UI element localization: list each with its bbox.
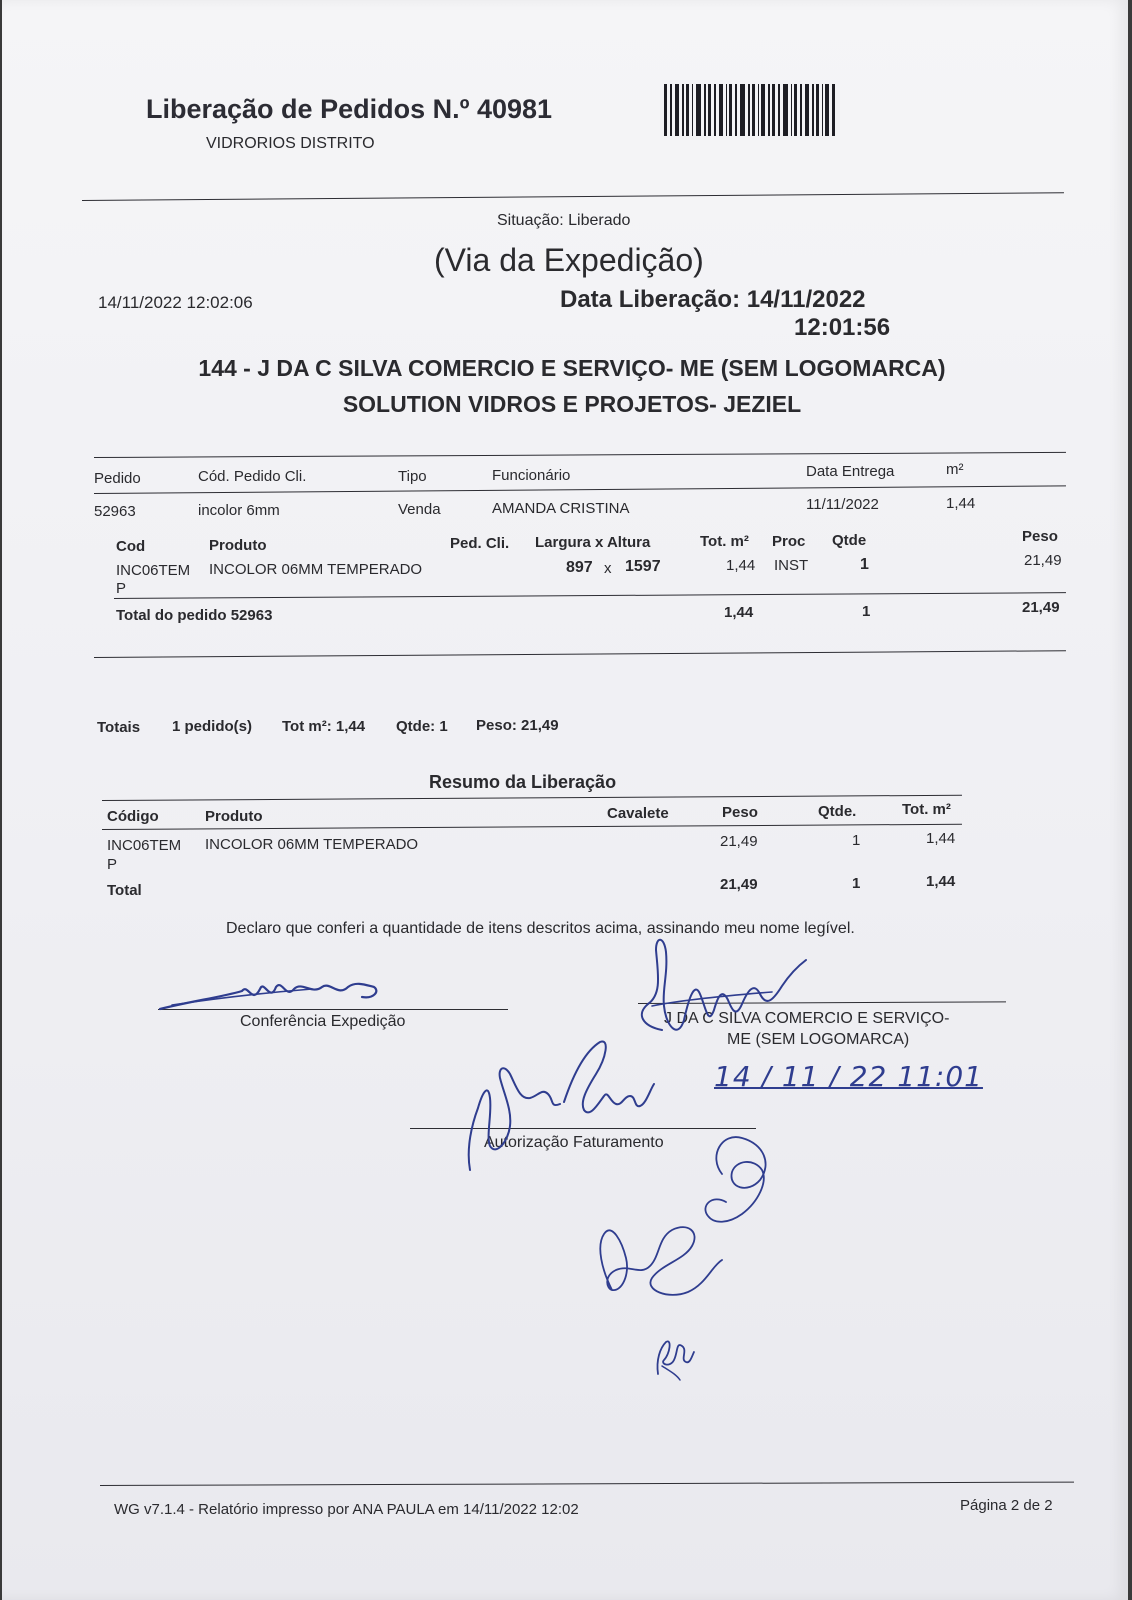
item-peso: 21,49 xyxy=(1024,552,1062,569)
barcode-icon xyxy=(664,84,838,136)
order-pedido: 52963 xyxy=(94,503,136,520)
order-total-m2: 1,44 xyxy=(724,604,754,621)
client-project: SOLUTION VIDROS E PROJETOS- JEZIEL xyxy=(342,391,802,417)
client-name: 144 - J DA C SILVA COMERCIO E SERVIÇO- ME (SEM LOGOMARCA) xyxy=(198,355,946,381)
order-total-qtde: 1 xyxy=(862,603,871,620)
summary-col-produto: Produto xyxy=(205,808,263,825)
summary-tot-m2: 1,44 xyxy=(926,830,956,847)
totals-peso: Peso: 21,49 xyxy=(476,717,559,734)
item-total-divider xyxy=(114,592,1066,599)
item-col-tot-m2: Tot. m² xyxy=(700,533,749,550)
document-page xyxy=(2,0,1128,1600)
order-m2: 1,44 xyxy=(946,495,976,512)
copy-type: (Via da Expedição) xyxy=(434,242,704,278)
summary-qtde: 1 xyxy=(852,832,861,849)
client-signature xyxy=(622,930,822,1055)
release-date: Data Liberação: 14/11/2022 xyxy=(560,286,866,313)
conferencia-label: Conferência Expedição xyxy=(240,1013,406,1030)
printed-timestamp: 14/11/2022 12:02:06 xyxy=(98,293,253,312)
order-cod-pedido-cli: incolor 6mm xyxy=(198,502,280,519)
item-col-peso: Peso xyxy=(1022,528,1058,545)
situation-status: Situação: Liberado xyxy=(497,212,631,229)
footer-printed-by: WG v7.1.4 - Relatório impresso por ANA PAULA em 14/11/2022 12:02 xyxy=(114,1501,579,1518)
item-col-proc: Proc xyxy=(772,533,806,550)
summary-codigo: INC06TEM xyxy=(107,837,182,854)
order-total-peso: 21,49 xyxy=(1022,599,1060,616)
item-cod: INC06TEM xyxy=(116,562,191,579)
order-table-bottom-line xyxy=(94,650,1066,658)
item-dimension-separator: x xyxy=(604,560,612,577)
item-qtde: 1 xyxy=(860,556,869,573)
order-header-divider xyxy=(94,485,1066,494)
handwritten-date: 14 / 11 / 22 11:01 xyxy=(714,1060,983,1093)
col-pedido: Pedido xyxy=(94,470,141,487)
order-funcionario: AMANDA CRISTINA xyxy=(492,500,630,517)
header-divider xyxy=(82,192,1064,201)
declaration-text: Declaro que conferi a quantidade de itens descritos acima, assinando meu nome legível. xyxy=(226,920,855,937)
initials-signature xyxy=(582,1130,792,1330)
summary-col-cavalete: Cavalete xyxy=(607,805,669,822)
release-time: 12:01:56 xyxy=(794,314,891,341)
totals-m2: Tot m²: 1,44 xyxy=(282,718,366,735)
item-altura: 1597 xyxy=(625,558,661,575)
document-title: Liberação de Pedidos N.º 40981 xyxy=(146,94,553,124)
item-tot-m2: 1,44 xyxy=(726,557,756,574)
summary-col-peso: Peso xyxy=(722,804,758,821)
item-col-qtde: Qtde xyxy=(832,532,867,549)
item-col-largura-altura: Largura x Altura xyxy=(535,534,651,551)
company-name: VIDRORIOS DISTRITO xyxy=(206,135,375,152)
item-largura: 897 xyxy=(566,559,593,576)
summary-col-qtde: Qtde. xyxy=(818,803,857,820)
totals-label: Totais xyxy=(97,719,141,736)
summary-top-line xyxy=(102,795,962,801)
order-total-label: Total do pedido 52963 xyxy=(116,607,273,624)
summary-codigo-cont: P xyxy=(107,856,118,873)
order-data-entrega: 11/11/2022 xyxy=(806,496,879,513)
summary-col-tot-m2: Tot. m² xyxy=(902,801,951,818)
client-signature-name-cont: ME (SEM LOGOMARCA) xyxy=(727,1031,910,1048)
footer-divider xyxy=(100,1482,1074,1486)
order-table-top-line xyxy=(94,452,1066,458)
item-col-ped-cli: Ped. Cli. xyxy=(450,535,510,552)
summary-total-qtde: 1 xyxy=(852,875,861,892)
autorizacao-label: Autorização Faturamento xyxy=(484,1134,664,1151)
small-initials xyxy=(650,1330,698,1382)
summary-title: Resumo da Liberação xyxy=(429,772,617,792)
item-produto: INCOLOR 06MM TEMPERADO xyxy=(209,561,423,578)
summary-col-codigo: Código xyxy=(107,808,159,825)
order-tipo: Venda xyxy=(398,501,441,518)
col-tipo: Tipo xyxy=(398,468,427,485)
item-proc: INST xyxy=(774,557,809,574)
summary-total-peso: 21,49 xyxy=(720,876,758,893)
col-data-entrega: Data Entrega xyxy=(806,463,895,480)
totals-qtde: Qtde: 1 xyxy=(396,718,448,735)
item-cod-cont: P xyxy=(116,580,127,597)
item-col-cod: Cod xyxy=(116,538,146,555)
client-signature-name: J DA C SILVA COMERCIO E SERVIÇO- xyxy=(664,1010,950,1027)
summary-produto: INCOLOR 06MM TEMPERADO xyxy=(205,836,419,853)
summary-total-label: Total xyxy=(107,882,142,899)
col-cod-pedido-cli: Cód. Pedido Cli. xyxy=(198,468,307,485)
summary-peso: 21,49 xyxy=(720,833,758,850)
totals-pedidos: 1 pedido(s) xyxy=(172,718,253,735)
conferencia-signature xyxy=(152,975,402,1015)
col-m2: m² xyxy=(946,461,964,478)
footer-page-number: Página 2 de 2 xyxy=(960,1497,1053,1514)
summary-total-tot-m2: 1,44 xyxy=(926,873,956,890)
col-funcionario: Funcionário xyxy=(492,467,571,484)
item-col-produto: Produto xyxy=(209,537,267,554)
